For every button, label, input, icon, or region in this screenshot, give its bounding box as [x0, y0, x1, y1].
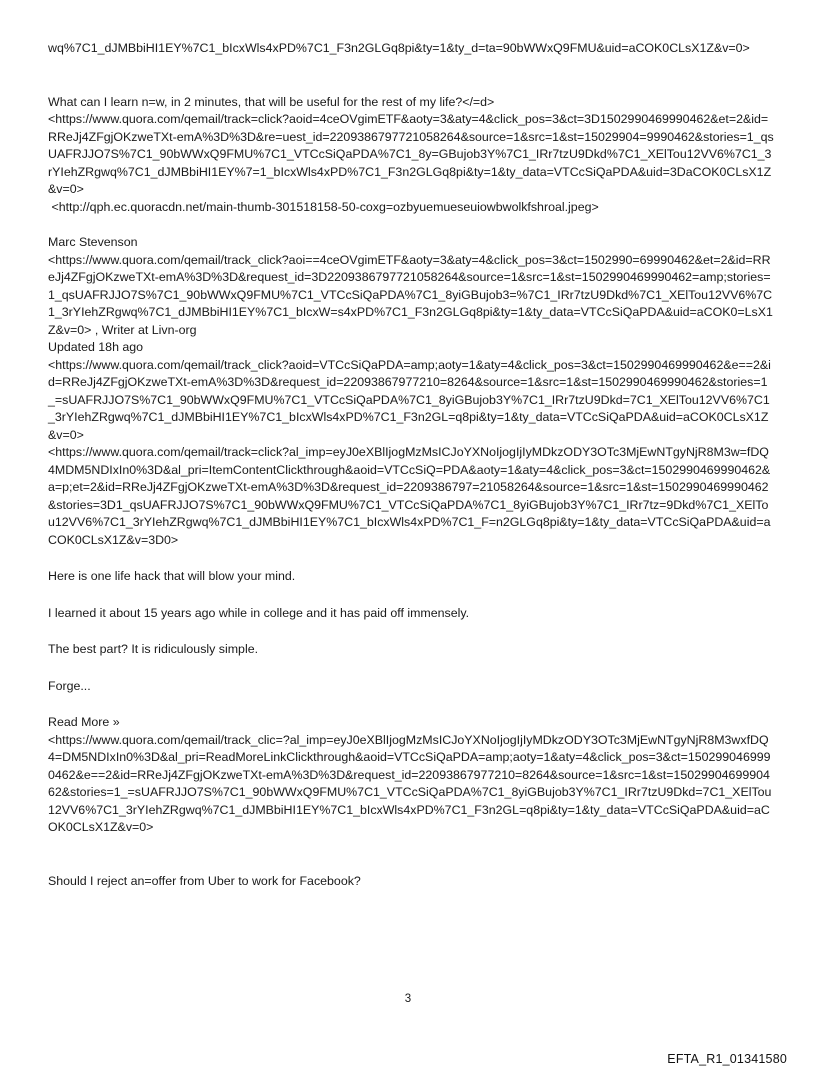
spacer: [48, 695, 774, 714]
spacer: [48, 216, 774, 234]
spacer: [48, 622, 774, 641]
answer-paragraph: Forge...: [48, 678, 91, 693]
answer-paragraph: I learned it about 15 years ago while in college and it has paid off immensely.: [48, 605, 470, 620]
spacer: [48, 586, 774, 605]
read-more-link[interactable]: Read More »: [48, 715, 120, 729]
spacer: [48, 58, 774, 94]
thumbnail-link[interactable]: <http://qph.ec.quoracdn.net/main-thumb-301518158-50-coxg=ozbyuemueseuiowbwolkfshroal.jpeg>: [48, 199, 599, 214]
spacer: [48, 837, 774, 873]
spacer: [48, 659, 774, 678]
document-id-footer: EFTA_R1_01341580: [667, 1052, 787, 1066]
tracking-link[interactable]: <https://www.quora.com/qemail/track_click?aoid=VTCcSiQaPDA=amp;aoty=1&aty=4&click_pos=3&ct=1502990469990462&e==2&id=RReJj4ZFgjOKzweTXt-emA%3D%3D&request_id=22093867977210=8264&source=1&src=1&st=1502990469990462&stories=1_=sUAFRJJO7S%7C1_90bWWxQ9FMU%7C1_VTCcSiQaPDA%7C1_8yiGBujob3Y%7C1_IRr7tzU9Dkd=7C1_XElTou12VV6%7C1_3rYIehZRgwq%7C1_dJMBbiHI1EY%7C1_bIcxWls4xPD%7C1_F3n2GL=q8pi&ty=1&ty_data=VTCcSiQaPDA&uid=aCOK0CLsX1Z&v=0>: [48, 357, 771, 442]
email-document-body: [48, 40, 774, 890]
author-name: Marc Stevenson: [48, 235, 138, 249]
tracking-link[interactable]: <https://www.quora.com/qemail/track=click?al_imp=eyJ0eXBlIjogMzMsICJoYXNoIjogIjIyMDkzODY3OTc3MjEwNTgyNjR8M3w=fDQ4MDM5NDIxIn0%3D&al_pri=ItemContentClickthrough&aoid=VTCcSiQ=PDA&aoty=1&aty=4&click_pos=3&ct=1502990469990462&a=p;et=2&id=RReJj4ZFgjOKzweTXt-emA%3D%3D&request_id=2209386797=21058264&source=1&src=1&st=1502990469990462&stories=3D1_qsUAFRJJO7S%7C1_90bWWxQ9FMU%7C1_VTCcSiQaPDA%7C1_8yiGBujob3Y%7C1_IRr7tz=9Dkd%7C1_XElTou12VV6%7C1_3rYIehZRgwq%7C1_dJMBbiHI1EY%7C1_bIcxWls4xPD%7C1_F=n2GLGq8pi&ty=1&ty_data=VTCcSiQaPDA&uid=aCOK0CLsX1Z&v=3D0>: [48, 445, 771, 547]
updated-timestamp: Updated 18h ago: [48, 340, 144, 354]
question-heading: Should I reject an=offer from Uber to work for Facebook?: [48, 873, 361, 888]
answer-paragraph: The best part? It is ridiculously simple.: [48, 642, 259, 656]
author-profile-link[interactable]: <https://www.quora.com/qemail/track_click?aoi==4ceOVgimETF&aoty=3&aty=4&click_pos=3&ct=1502990=69990462&et=2&id=RReJj4ZFgjOKzweTXt-emA%3D%3D&request_id=3D2209386797721058264&source=1&src=1&st=1502990469990462=amp;stories=1_qsUAFRJJO7S%7C1_90bWWxQ9FMU%7C1_VTCcSiQaPDA%7C1_8yiGBujob3=%7C1_IRr7tzU9Dkd%7C1_XElTou12VV6%7C1_3rYIehZRgwq%7C1_dJMBbiHI1EY%7C1_bIcxW=s4xPD%7C1_F3n2GLGq8pi&ty=1&ty_data=VTCcSiQaPDA&uid=aCOK0=LsX1Z&v=0> , Writer at Livn-org: [48, 252, 773, 337]
question-heading: What can I learn n=w, in 2 minutes, that will be useful for the rest of my life?</=d>: [48, 94, 495, 109]
spacer: [48, 549, 774, 568]
tracking-link[interactable]: <https://www.quora.com/qemail/track=click?aoid=4ceOVgimETF&aoty=3&aty=4&click_pos=3&ct=3D1502990469990462&et=2&id=RReJj4ZFgjOKzweTXt-emA%3D%3D&re=uest_id=2209386797721058264&source=1&src=1&st=15029904=9990462&stories=1_qsUAFRJJO7S%7C1_90bWWxQ9FMU%7C1_VTCcSiQaPDA%7C1_8y=GBujob3Y%7C1_IRr7tzU9Dkd%7C1_XElTou12VV6%7C1_3rYIehZRgwq%7C1_dJMBbiHI1EY%7=1_bIcxWls4xPD%7C1_F3n2GLGq8pi&ty=1&ty_data=VTCcSiQaPDA&uid=3DaCOK0CLsX1Z&v=0>: [48, 112, 774, 196]
tracking-link[interactable]: wq%7C1_dJMBbiHI1EY%7C1_bIcxWls4xPD%7C1_F3n2GLGq8pi&ty=1&ty_d=ta=90bWWxQ9FMU&uid=aCOK0CLsX1Z&v=0>: [48, 41, 750, 55]
tracking-link[interactable]: <https://www.quora.com/qemail/track_clic=?al_imp=eyJ0eXBlIjogMzMsICJoYXNoIjogIjIyMDkzODY3OTc3MjEwNTgyNjR8M3wxfDQ4=DM5NDIxIn0%3D&al_pri=ReadMoreLinkClickthrough&aoid=VTCcSiQaPDA=amp;aoty=1&aty=4&click_pos=3&ct=1502990469990462&e==2&id=RReJj4ZFgjOKzweTXt-emA%3D%3D&request_id=22093867977210=8264&source=1&src=1&st=1502990469990462&stories=1_=sUAFRJJO7S%7C1_90bWWxQ9FMU%7C1_VTCcSiQaPDA%7C1_8yiGBujob3Y%7C1_IRr7tzU9Dkd=7C1_XElTou12VV6%7C1_3rYIehZRgwq%7C1_dJMBbiHI1EY%7C1_bIcxWls4xPD%7C1_F3n2GL=q8pi&ty=1&ty_data=VTCcSiQaPDA&uid=aCOK0CLsX1Z&v=0>: [48, 732, 772, 834]
answer-paragraph: Here is one life hack that will blow your mind.: [48, 569, 296, 583]
page-number: 3: [404, 993, 412, 1005]
